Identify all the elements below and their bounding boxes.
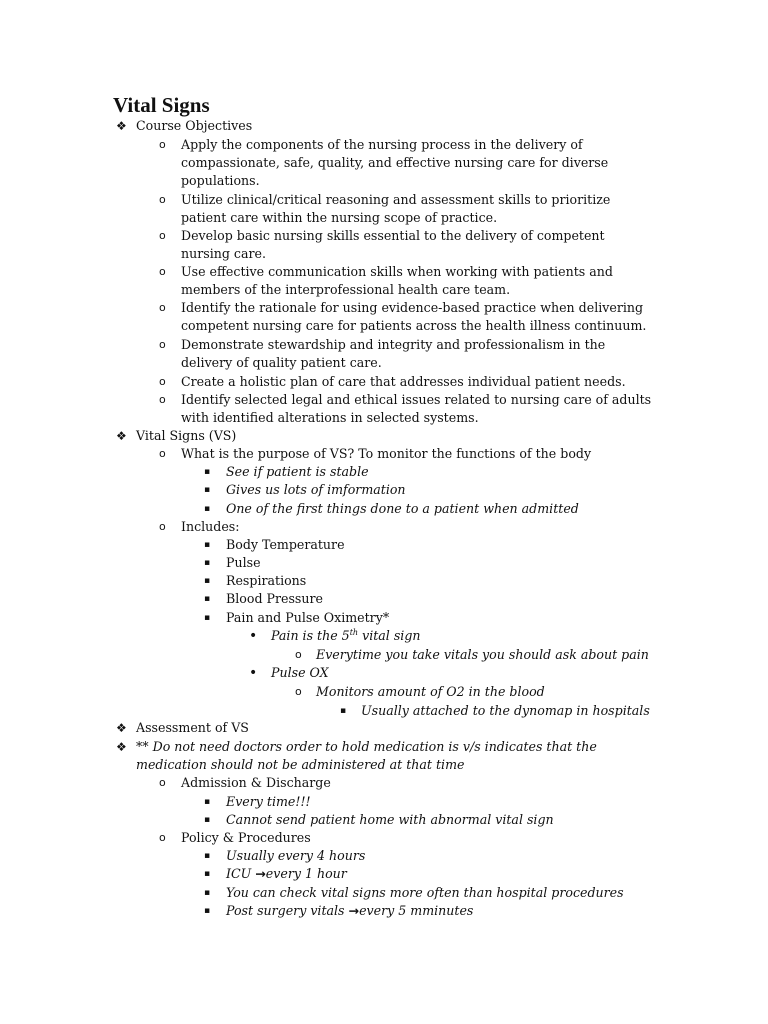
objective-line: compassionate, safe, quality, and effective nursing care for diverse xyxy=(181,155,609,170)
circle-bullet-icon: o xyxy=(159,776,166,789)
square-bullet-icon: ▪ xyxy=(204,869,211,879)
diamond-bullet-icon: ❖ xyxy=(116,119,127,133)
objective-line: Develop basic nursing skills essential to the delivery of competent xyxy=(181,228,605,243)
dot-bullet-icon: • xyxy=(249,628,258,644)
purpose-item: Gives us lots of imformation xyxy=(226,482,406,497)
objective-line: Create a holistic plan of care that addresses individual patient needs. xyxy=(181,374,626,389)
arrow-right-icon: → xyxy=(348,903,360,918)
pulse-ox-sub-sub-item: Usually attached to the dynomap in hospitals xyxy=(361,703,650,718)
square-bullet-icon: ▪ xyxy=(204,558,211,568)
includes-label: Includes: xyxy=(181,519,240,534)
circle-bullet-icon: o xyxy=(159,338,166,351)
policy-label: Policy & Procedures xyxy=(181,830,311,845)
square-bullet-icon: ▪ xyxy=(204,594,211,604)
admission-item: Cannot send patient home with abnormal vital sign xyxy=(226,812,554,827)
circle-bullet-icon: o xyxy=(159,301,166,314)
medication-note: medication should not be administered at that time xyxy=(136,757,465,772)
circle-bullet-icon: o xyxy=(159,265,166,278)
objective-line: members of the interprofessional health care team. xyxy=(181,282,511,297)
objective-line: nursing care. xyxy=(181,246,266,261)
medication-note: ** Do not need doctors order to hold medication is v/s indicates that the xyxy=(136,739,597,754)
pain-text: Pain is the 5 xyxy=(271,628,350,643)
objective-line: Demonstrate stewardship and integrity and professionalism in the xyxy=(181,337,606,352)
objective-line: delivery of quality patient care. xyxy=(181,355,382,370)
square-bullet-icon: ▪ xyxy=(204,504,211,514)
pain-sub-item: Everytime you take vitals you should ask about pain xyxy=(316,647,649,662)
square-bullet-icon: ▪ xyxy=(204,888,211,898)
arrow-right-icon: → xyxy=(255,866,266,881)
objective-line: competent nursing care for patients across the health illness continuum. xyxy=(181,318,647,333)
objective-line: Identify the rationale for using evidence-based practice when delivering xyxy=(181,300,644,315)
purpose-item: See if patient is stable xyxy=(226,464,369,479)
admission-item: Every time!!! xyxy=(226,794,311,809)
policy-item-post-surgery xyxy=(226,902,473,920)
objective-line: with identified alterations in selected systems. xyxy=(181,410,479,425)
diamond-bullet-icon: ❖ xyxy=(116,429,127,443)
square-bullet-icon: ▪ xyxy=(340,706,347,716)
circle-bullet-icon: o xyxy=(295,685,302,698)
admission-label: Admission & Discharge xyxy=(181,775,331,790)
includes-item: Respirations xyxy=(226,573,307,588)
policy-item-icu xyxy=(226,865,347,883)
circle-bullet-icon: o xyxy=(159,447,166,460)
circle-bullet-icon: o xyxy=(159,393,166,406)
purpose-item: One of the first things done to a patient when admitted xyxy=(226,501,579,516)
icu-frequency: every 1 hour xyxy=(265,866,347,881)
circle-bullet-icon: o xyxy=(159,193,166,206)
diamond-bullet-icon: ❖ xyxy=(116,740,127,754)
circle-bullet-icon: o xyxy=(159,229,166,242)
circle-bullet-icon: o xyxy=(159,375,166,388)
square-bullet-icon: ▪ xyxy=(204,576,211,586)
purpose-question: What is the purpose of VS? To monitor the functions of the body xyxy=(181,446,592,461)
objective-line: Identify selected legal and ethical issues related to nursing care of adults xyxy=(181,392,652,407)
square-bullet-icon: ▪ xyxy=(204,851,211,861)
circle-bullet-icon: o xyxy=(159,520,166,533)
page-title: Vital Signs xyxy=(113,93,210,117)
objective-line: Utilize clinical/critical reasoning and assessment skills to prioritize xyxy=(181,192,611,207)
square-bullet-icon: ▪ xyxy=(204,906,211,916)
objective-line: Apply the components of the nursing process in the delivery of xyxy=(181,137,583,152)
pulse-ox-sub-item: Monitors amount of O2 in the blood xyxy=(316,684,545,699)
circle-bullet-icon: o xyxy=(159,831,166,844)
diamond-bullet-icon: ❖ xyxy=(116,721,127,735)
icu-text: ICU xyxy=(226,866,256,881)
objective-line: populations. xyxy=(181,173,260,188)
square-bullet-icon: ▪ xyxy=(204,613,211,623)
pain-text-end: vital sign xyxy=(358,628,421,643)
pulse-ox-item: Pulse OX xyxy=(271,665,329,680)
post-surgery-text: Post surgery vitals xyxy=(226,903,349,918)
circle-bullet-icon: o xyxy=(159,138,166,151)
square-bullet-icon: ▪ xyxy=(204,815,211,825)
circle-bullet-icon: o xyxy=(295,648,302,661)
square-bullet-icon: ▪ xyxy=(204,540,211,550)
post-surgery-frequency: every 5 mminutes xyxy=(359,903,474,918)
policy-item: Usually every 4 hours xyxy=(226,848,366,863)
policy-item: You can check vital signs more often than hospital procedures xyxy=(226,885,624,900)
section-heading-vital-signs: Vital Signs (VS) xyxy=(136,428,237,443)
superscript-th: th xyxy=(349,627,359,637)
pain-fifth-vital-sign xyxy=(271,627,421,645)
objective-line: patient care within the nursing scope of practice. xyxy=(181,210,498,225)
dot-bullet-icon: • xyxy=(249,665,258,681)
includes-item: Blood Pressure xyxy=(226,591,323,606)
includes-item: Body Temperature xyxy=(226,537,345,552)
square-bullet-icon: ▪ xyxy=(204,467,211,477)
includes-item: Pain and Pulse Oximetry* xyxy=(226,610,390,625)
objective-line: Use effective communication skills when working with patients and xyxy=(181,264,613,279)
section-heading-course-objectives: Course Objectives xyxy=(136,118,253,133)
section-heading-assessment: Assessment of VS xyxy=(136,720,249,735)
square-bullet-icon: ▪ xyxy=(204,797,211,807)
square-bullet-icon: ▪ xyxy=(204,485,211,495)
includes-item: Pulse xyxy=(226,555,261,570)
